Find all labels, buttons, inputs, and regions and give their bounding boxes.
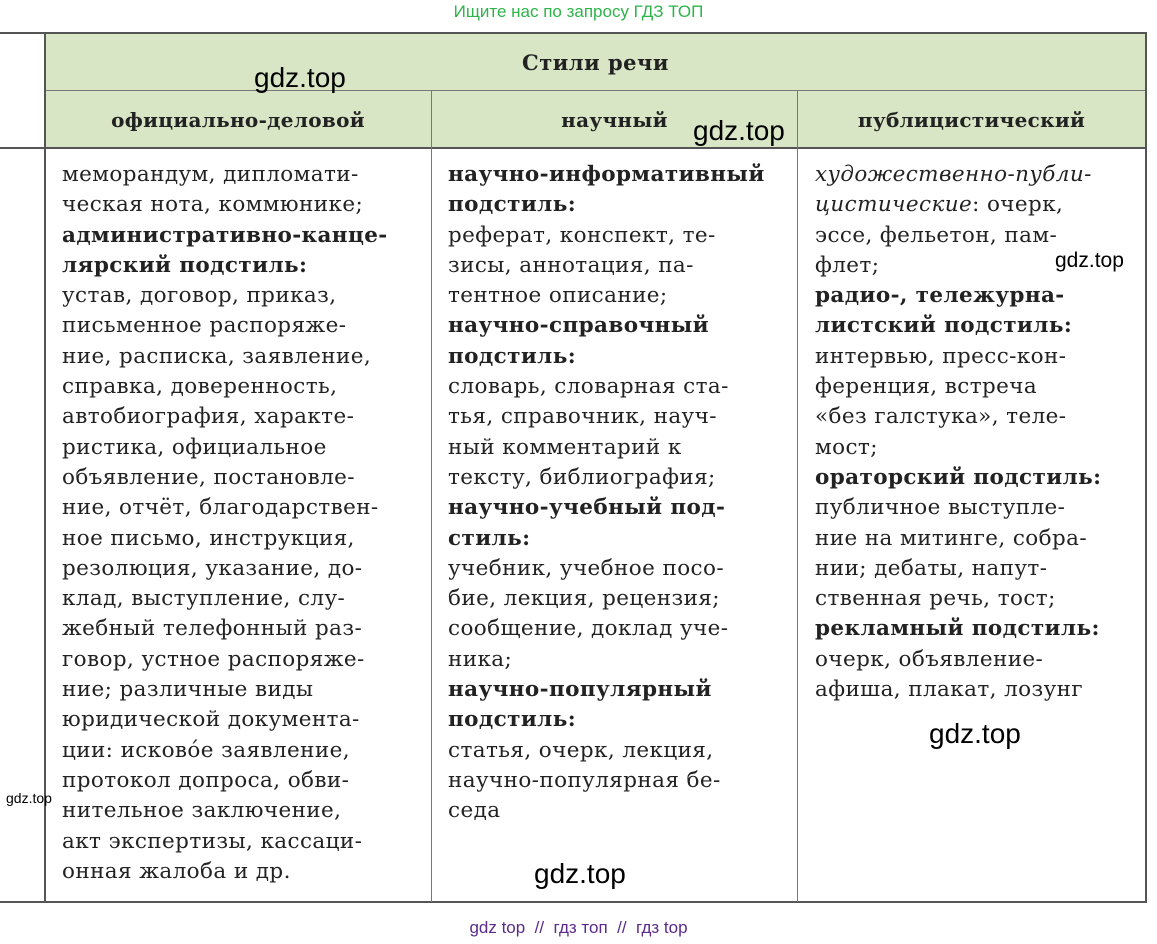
table-cell-line: жебный телефонный раз- bbox=[62, 616, 363, 642]
table-cell-line: нии; дебаты, напут- bbox=[815, 555, 1048, 581]
table-bottom-rule bbox=[0, 901, 1147, 903]
table-cell-line: ный комментарий к bbox=[448, 434, 682, 460]
table-cell-line: публичное выступле- bbox=[815, 495, 1066, 521]
table-cell-line: лярский подстиль: bbox=[62, 252, 308, 278]
watermark: gdz.top bbox=[6, 790, 52, 806]
table-cell-line: ции: исково́е заявление, bbox=[62, 737, 350, 763]
table-cell-line: статья, очерк, лекция, bbox=[448, 737, 714, 763]
table-cell-line bbox=[815, 190, 1101, 220]
table-cell-line: ораторский подстиль: bbox=[815, 464, 1102, 490]
table-cell-line: устав, договор, приказ, bbox=[62, 283, 337, 309]
table-cell-line: ственная речь, тост; bbox=[815, 586, 1056, 612]
table-cell-line: научно-информативный bbox=[448, 162, 765, 187]
table-cell-line: акт экспертизы, кассаци- bbox=[62, 828, 363, 854]
bottom-links[interactable]: gdz top // гдз топ // гдз top bbox=[469, 918, 688, 937]
table-cell-line: сообщение, доклад уче- bbox=[448, 616, 729, 642]
table-cell-line: клад, выступление, слу- bbox=[62, 586, 346, 612]
table-cell-line: словарь, словарная ста- bbox=[448, 374, 729, 400]
table-cell-line: радио-, тележурна- bbox=[815, 283, 1065, 309]
table-cell-line: флет; bbox=[815, 252, 880, 278]
table-cell-line: онная жалоба и др. bbox=[62, 858, 291, 884]
table-cell-line: очерк, объявление- bbox=[815, 646, 1044, 672]
table-cell-line: художественно-публи- bbox=[815, 162, 1092, 187]
table-left-border bbox=[44, 32, 46, 903]
table-cell-line: юридической документа- bbox=[62, 707, 360, 733]
table-cell-line: эссе, фельетон, пам- bbox=[815, 222, 1058, 248]
column-header-official: официально-деловой bbox=[111, 107, 365, 132]
table-cell-line: интервью, пресс-кон- bbox=[815, 343, 1067, 369]
table-cell-line: реферат, конспект, те- bbox=[448, 222, 716, 248]
column-divider-2 bbox=[797, 91, 798, 902]
table-cell-line: мост; bbox=[815, 434, 878, 460]
column-publicistic-content bbox=[815, 160, 1101, 705]
column-official-content bbox=[62, 160, 388, 887]
table-cell-line: справка, доверенность, bbox=[62, 374, 338, 400]
table-cell-line: ника; bbox=[448, 646, 513, 672]
table-cell-line: научно-справочный bbox=[448, 313, 710, 339]
table-cell-line: бие, лекция, рецензия; bbox=[448, 586, 720, 612]
table-cell-line: подстиль: bbox=[448, 343, 577, 369]
table-right-border bbox=[1145, 32, 1147, 903]
table-cell-line: рекламный подстиль: bbox=[815, 616, 1100, 642]
watermark: gdz.top bbox=[693, 115, 785, 146]
watermark: gdz.top bbox=[929, 718, 1021, 749]
table-cell-line: афиша, плакат, лозунг bbox=[815, 677, 1084, 703]
table-cell-line: научно-популярная бе- bbox=[448, 767, 721, 793]
line-rest: : очерк, bbox=[972, 192, 1064, 218]
italic-term: цистические bbox=[815, 192, 973, 218]
table-cell-line: ференция, встреча bbox=[815, 374, 1038, 400]
table-cell-line: тья, справочник, науч- bbox=[448, 404, 717, 430]
column-divider-1 bbox=[431, 91, 432, 902]
table-cell-line: протокол допроса, обви- bbox=[62, 767, 350, 793]
table-cell-line: объявление, постановле- bbox=[62, 464, 355, 490]
table-cell-line: научно-популярный bbox=[448, 677, 712, 703]
table-cell-line: меморандум, дипломати- bbox=[62, 162, 359, 187]
table-cell-line: ристика, официальное bbox=[62, 434, 327, 460]
table-cell-line: ние на митинге, собра- bbox=[815, 525, 1088, 551]
table-cell-line: ние, расписка, заявление, bbox=[62, 343, 372, 369]
table-cell-line: автобиография, характе- bbox=[62, 404, 355, 430]
column-header-scientific: научный bbox=[561, 107, 668, 132]
table-cell-line: седа bbox=[448, 798, 501, 824]
table-cell-line: листский подстиль: bbox=[815, 313, 1073, 339]
column-header-publicistic: публицистический bbox=[857, 107, 1086, 132]
table-cell-line: резолюция, указание, до- bbox=[62, 555, 363, 581]
watermark: gdz.top bbox=[534, 858, 626, 889]
watermark: gdz.top bbox=[1055, 249, 1124, 272]
table-cell-line: ние; различные виды bbox=[62, 677, 314, 703]
table-cell-line: письменное распоряже- bbox=[62, 313, 347, 339]
table-cell-line: говор, устное распоряже- bbox=[62, 646, 365, 672]
table-cell-line: ние, отчёт, благодарствен- bbox=[62, 495, 379, 521]
table-cell-line: административно-канце- bbox=[62, 222, 388, 248]
table-cell-line: стиль: bbox=[448, 525, 531, 551]
top-banner-link[interactable]: Ищите нас по запросу ГДЗ ТОП bbox=[453, 2, 704, 21]
table-title: Стили речи bbox=[522, 49, 669, 75]
table-cell-line: тентное описание; bbox=[448, 283, 668, 309]
table-cell-line: подстиль: bbox=[448, 707, 577, 733]
table-cell-line: подстиль: bbox=[448, 192, 577, 218]
table-cell-line: нительное заключение, bbox=[62, 798, 342, 824]
watermark: gdz.top bbox=[254, 62, 346, 93]
table-cell-line: зисы, аннотация, па- bbox=[448, 252, 694, 278]
table-cell-line: тексту, библиография; bbox=[448, 464, 716, 490]
table-cell-line: ческая нота, коммюнике; bbox=[62, 192, 364, 218]
column-scientific-content bbox=[448, 160, 765, 827]
table-cell-line: научно-учебный под- bbox=[448, 495, 726, 521]
table-cell-line: ное письмо, инструкция, bbox=[62, 525, 355, 551]
table-cell-line: учебник, учебное посо- bbox=[448, 555, 724, 581]
table-cell-line: «без галстука», теле- bbox=[815, 404, 1067, 430]
